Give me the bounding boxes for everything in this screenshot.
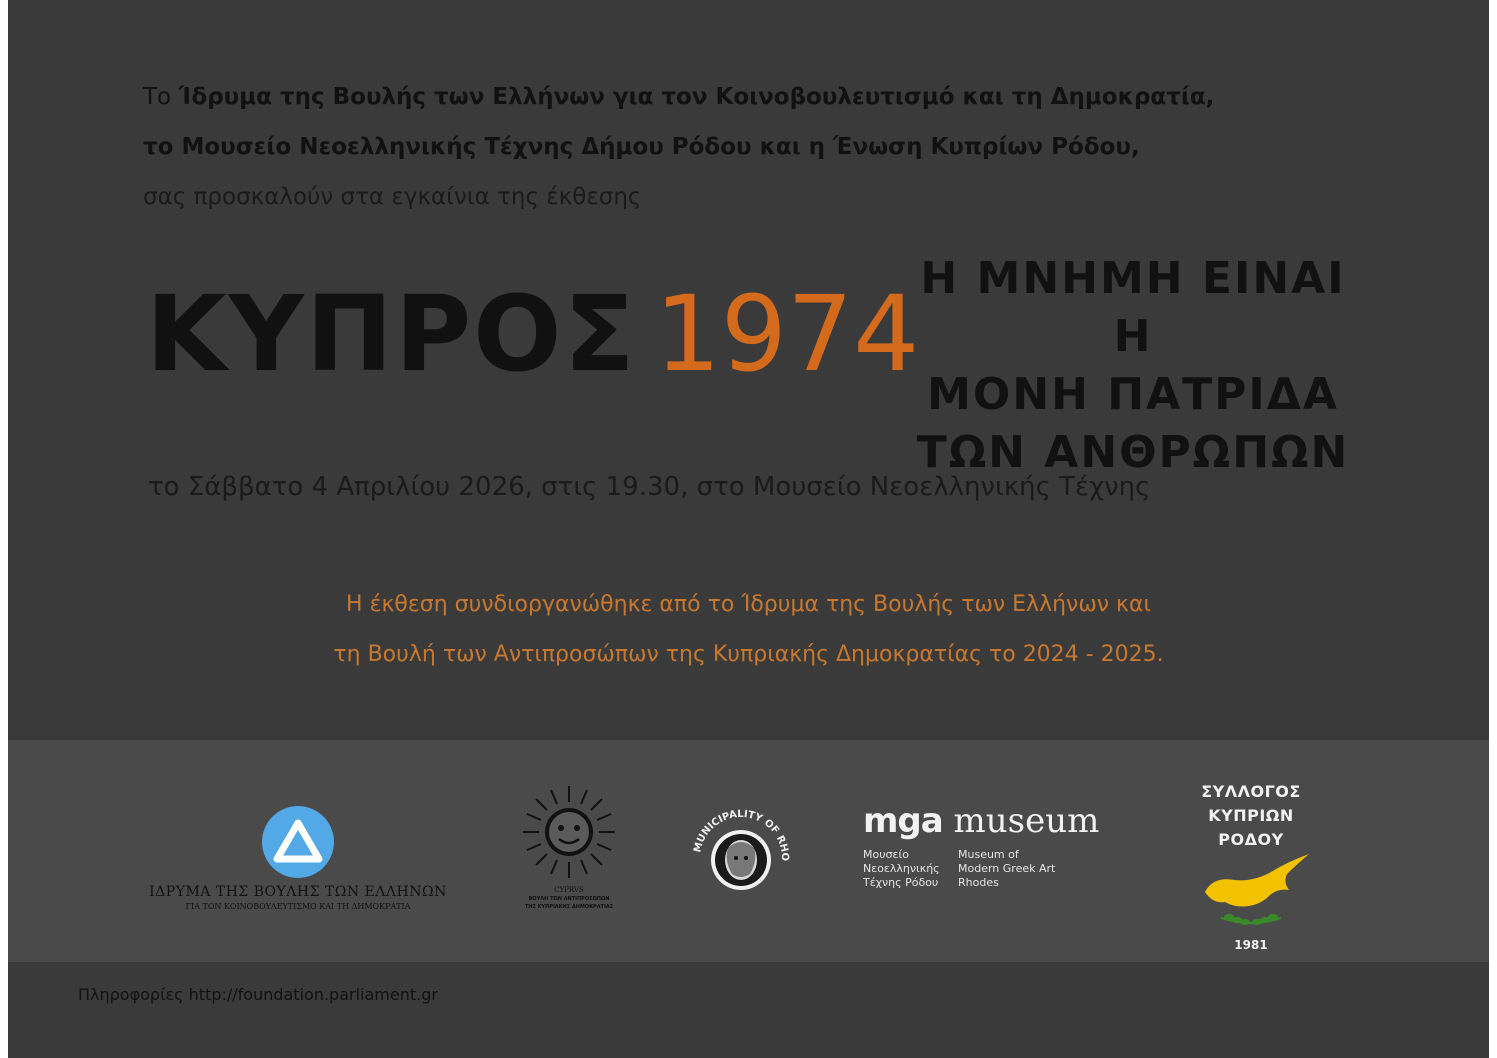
mga-english-line: Museum of bbox=[958, 848, 1019, 861]
quote-line-2: ΜΟΝΗ ΠΑΤΡΙΔΑ bbox=[927, 369, 1339, 420]
mga-english-line: Modern Greek Art bbox=[958, 862, 1056, 875]
quote-line-1: Η ΜΝΗΜΗ ΕΙΝΑΙ Η bbox=[920, 253, 1346, 362]
mga-greek-line: Μουσείο bbox=[863, 848, 909, 861]
sun-face-icon bbox=[521, 784, 617, 880]
coin-head-icon bbox=[711, 830, 771, 890]
quote-line-3: ΤΩΝ ΑΝΘΡΩΠΩΝ bbox=[916, 427, 1350, 478]
foundation-name-text: Ίδρυμα της Βουλής των Ελλήνων για τον Κοινοβουλευτισμό και τη Δημοκρατία, bbox=[178, 84, 1215, 110]
cyprus-label: CYPRVS bbox=[554, 886, 584, 894]
mga-greek-line: Νεοελληνικής bbox=[863, 862, 940, 875]
intro-line-2 bbox=[143, 134, 1140, 160]
mga-word: museum bbox=[953, 801, 1100, 841]
cyprus-map-icon bbox=[1191, 852, 1311, 932]
info-footer: Πληροφορίες http://foundation.parliament.gr bbox=[78, 985, 438, 1004]
foundation-logo-name: ΙΔΡΥΜΑ ΤΗΣ ΒΟΥΛΗΣ ΤΩΝ ΕΛΛΗΝΩΝ bbox=[149, 884, 447, 900]
syllogos-title-1: ΣΥΛΛΟΓΟΣ ΚΥΠΡΙΩΝ bbox=[1201, 782, 1301, 825]
exhibition-title bbox=[146, 273, 920, 395]
mga-english-text bbox=[958, 848, 1098, 890]
mga-greek-text bbox=[863, 848, 958, 890]
syllogos-year: 1981 bbox=[1234, 938, 1268, 952]
event-date-line: το Σάββατο 4 Απριλίου 2026, στις 19.30, στο Μουσείο Νεοελληνικής Τέχνης bbox=[148, 472, 1151, 502]
coorganized-line-1: Η έκθεση συνδιοργανώθηκε από το Ίδρυμα της Βουλής των Ελλήνων και bbox=[346, 592, 1151, 617]
syllogos-kyprion-logo bbox=[1176, 780, 1326, 952]
cyprus-parliament-logo bbox=[513, 784, 625, 910]
mga-brand: mga bbox=[863, 801, 943, 841]
mga-english-line: Rhodes bbox=[958, 876, 999, 889]
municipality-logo bbox=[688, 802, 794, 902]
coorganized-line-2: τη Βουλή των Αντιπροσώπων της Κυπριακής Δημοκρατίας το 2024 - 2025. bbox=[333, 642, 1164, 667]
title-word: ΚΥΠΡΟΣ bbox=[146, 273, 637, 395]
municipality-text: MUNICIPALITY OF RHO bbox=[692, 808, 791, 862]
intro-prefix: Το bbox=[143, 84, 179, 110]
cyprus-subtitle-2: ΤΗΣ ΚΥΠΡΙΑΚΗΣ ΔΗΜΟΚΡΑΤΙΑΣ bbox=[524, 904, 614, 910]
syllogos-title-2: ΡΟΔΟΥ bbox=[1218, 830, 1284, 849]
foundation-triangle-icon bbox=[262, 806, 334, 878]
intro-line-3: σας προσκαλούν στα εγκαίνια της έκθεσης bbox=[143, 184, 642, 210]
mga-greek-line: Τέχνης Ρόδου bbox=[863, 876, 939, 889]
title-year: 1974 bbox=[654, 273, 920, 395]
invitation-page bbox=[8, 0, 1489, 1058]
mga-museum-logo bbox=[863, 801, 1123, 890]
museum-union-text: το Μουσείο Νεοελληνικής Τέχνης Δήμου Ρόδου και η Ένωση Κυπρίων Ρόδου, bbox=[143, 134, 1140, 160]
sponsor-logos-band bbox=[8, 740, 1489, 962]
foundation-logo-subtitle: ΓΙΑ ΤΟΝ ΚΟΙΝΟΒΟΥΛΕΥΤΙΣΜΟ ΚΑΙ ΤΗ ΔΗΜΟΚΡΑΤΙΑ bbox=[185, 902, 411, 911]
intro-line-1 bbox=[143, 84, 1214, 110]
cyprus-subtitle-1: ΒΟΥΛΗ ΤΩΝ ΑΝΤΙΠΡΟΣΩΠΩΝ bbox=[528, 896, 610, 902]
foundation-logo bbox=[148, 806, 448, 911]
exhibition-quote bbox=[913, 250, 1353, 482]
